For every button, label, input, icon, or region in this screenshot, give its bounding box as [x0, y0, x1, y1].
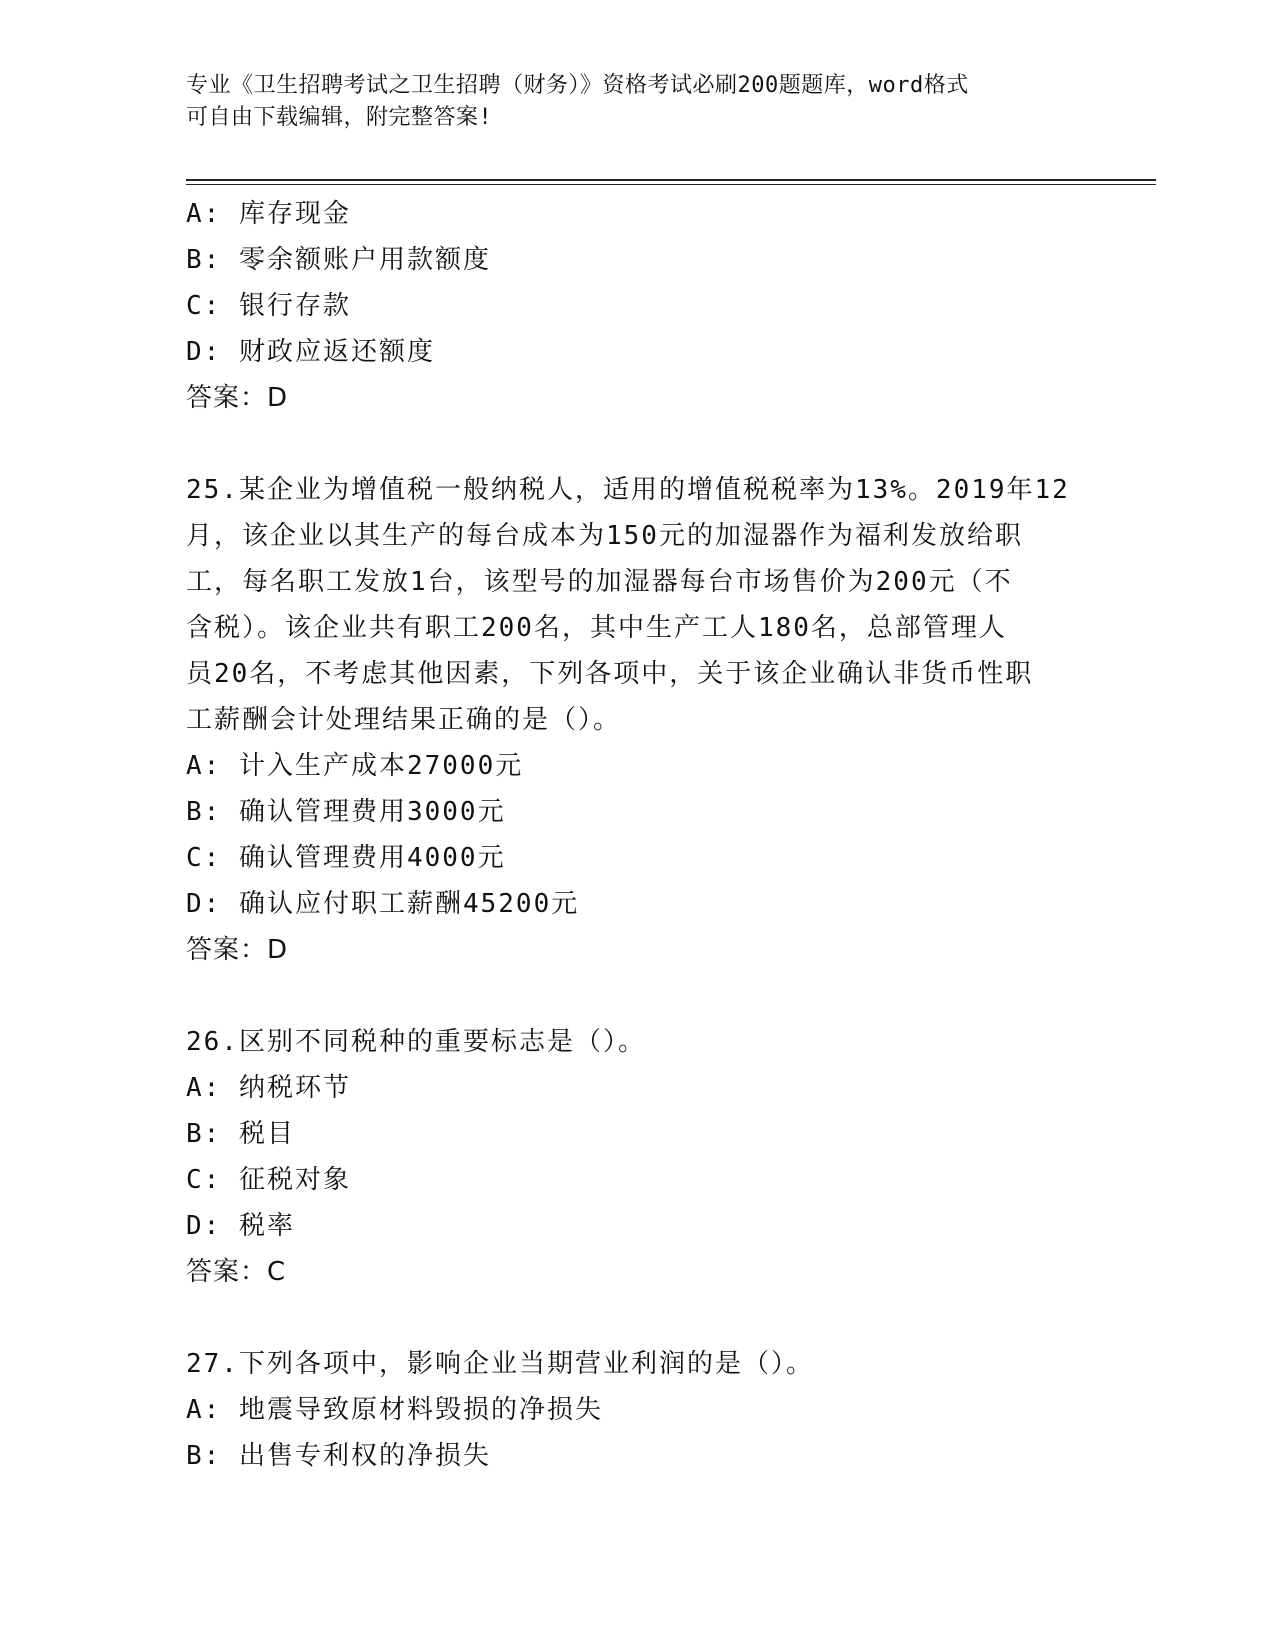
option-b: B: 出售专利权的净损失 [186, 1441, 491, 1471]
stem-line: 工薪酬会计处理结果正确的是（）。 [186, 705, 622, 735]
option-d: D: 税率 [186, 1211, 295, 1241]
stem-line: 员20名，不考虑其他因素，下列各项中，关于该企业确认非货币性职 [186, 659, 1034, 689]
answer-25: 答案：D [186, 935, 289, 965]
option-c: C: 银行存款 [186, 291, 351, 321]
document-page [186, 70, 1156, 1479]
option-c: C: 征税对象 [186, 1165, 351, 1195]
option-d: D: 确认应付职工薪酬45200元 [186, 889, 580, 919]
question-26-stem [186, 1019, 1086, 1065]
header-line-2: 可自由下载编辑，附完整答案! [186, 105, 493, 130]
stem-line: 26.区别不同税种的重要标志是（）。 [186, 1027, 646, 1057]
question-27-options [186, 1387, 1156, 1479]
question-24-options [186, 191, 1156, 375]
stem-line: 25.某企业为增值税一般纳税人，适用的增值税税率为13%。2019年12 [186, 475, 1070, 505]
question-25-options [186, 743, 1156, 927]
option-a: A: 库存现金 [186, 199, 351, 229]
option-c: C: 确认管理费用4000元 [186, 843, 506, 873]
question-27-stem [186, 1341, 1086, 1387]
answer-24: 答案：D [186, 383, 289, 413]
spacer [186, 1295, 1156, 1341]
stem-line: 27.下列各项中，影响企业当期营业利润的是（）。 [186, 1349, 814, 1379]
option-d: D: 财政应返还额度 [186, 337, 435, 367]
stem-line: 含税）。该企业共有职工200名，其中生产工人180名，总部管理人 [186, 613, 1007, 643]
option-b: B: 零余额账户用款额度 [186, 245, 491, 275]
answer-26: 答案：C [186, 1257, 287, 1287]
question-26-options [186, 1065, 1156, 1249]
stem-line: 月，该企业以其生产的每台成本为150元的加湿器作为福利发放给职 [186, 521, 1023, 551]
spacer [186, 421, 1156, 467]
option-b: B: 确认管理费用3000元 [186, 797, 506, 827]
question-25-stem [186, 467, 1086, 743]
stem-line: 工，每名职工发放1台，该型号的加湿器每台市场售价为200元（不 [186, 567, 1013, 597]
option-a: A: 纳税环节 [186, 1073, 351, 1103]
spacer [186, 973, 1156, 1019]
option-a: A: 计入生产成本27000元 [186, 751, 524, 781]
option-b: B: 税目 [186, 1119, 295, 1149]
option-a: A: 地震导致原材料毁损的净损失 [186, 1395, 603, 1425]
document-header [186, 70, 1066, 134]
header-divider [186, 179, 1156, 185]
header-line-1: 专业《卫生招聘考试之卫生招聘（财务）》资格考试必刷200题题库，word格式 [186, 73, 969, 98]
